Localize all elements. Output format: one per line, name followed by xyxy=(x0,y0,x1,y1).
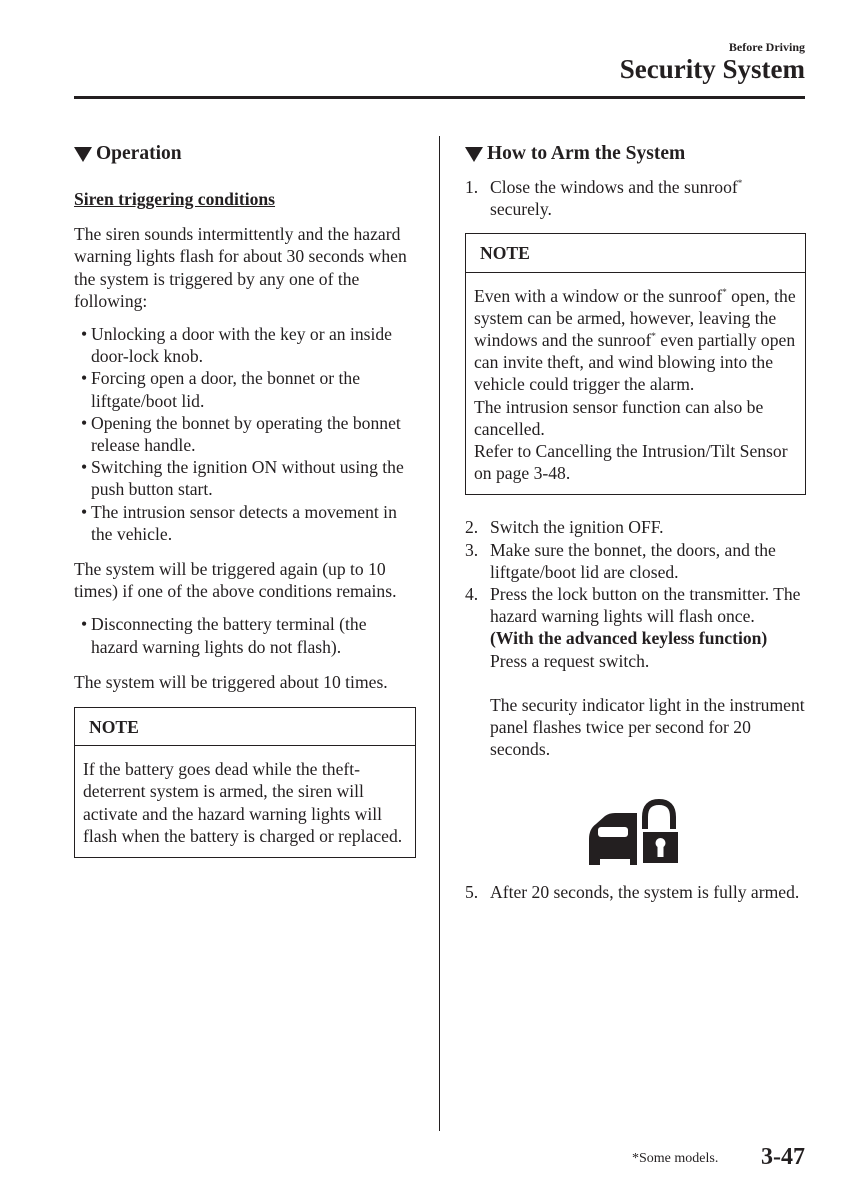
note-box-right xyxy=(465,233,806,495)
list-item: • Unlocking a door with the key or an inside door-lock knob. xyxy=(81,324,392,367)
steps-list-a xyxy=(465,176,806,220)
right-column xyxy=(465,140,806,903)
step-2 xyxy=(465,516,806,538)
step-text: Press a request switch. xyxy=(490,650,650,671)
about-10-text: The system will be triggered about 10 times. xyxy=(74,671,388,692)
column-divider xyxy=(439,136,440,1131)
note-body xyxy=(466,273,805,495)
operation-heading-text: Operation xyxy=(96,142,182,164)
note-box-left xyxy=(74,707,416,858)
note-paragraph: Even with a window or the sunroof* open, the system can be armed, however, leaving the windows and the sunroof* even partially open can invite theft, and wind blowing into the vehicle could trigger the alarm. xyxy=(474,285,796,395)
step-text: Close the windows and the sunroof xyxy=(490,177,738,197)
bullet-dot-icon: • xyxy=(81,412,88,433)
note-paragraph: The intrusion sensor function can also be cancelled. xyxy=(474,396,764,439)
battery-list xyxy=(74,613,416,657)
section-tag: Before Driving xyxy=(728,40,805,54)
bullet-dot-icon: • xyxy=(81,324,88,345)
footnote: *Some models. xyxy=(632,1151,719,1166)
triangle-bullet-icon xyxy=(465,147,483,162)
step-number: 5. xyxy=(465,881,479,902)
step-text: After 20 seconds, the system is fully armed. xyxy=(490,881,800,902)
triangle-bullet-icon xyxy=(74,147,92,162)
list-item: • Disconnecting the battery terminal (the hazard warning lights do not flash). xyxy=(81,614,367,657)
retrigger-text: The system will be triggered again (up to 10 times) if one of the above conditions remains. xyxy=(74,559,397,602)
steps-list-b xyxy=(465,516,806,760)
footnote-asterisk: * xyxy=(722,286,727,297)
note-cross-reference: Refer to Cancelling the Intrusion/Tilt Sensor on page 3-48. xyxy=(474,441,788,484)
note-body: If the battery goes dead while the theft-deterrent system is armed, the siren will activate and the hazard warning lights will flash when the battery is charged or replaced. xyxy=(83,759,403,846)
arm-heading-text: How to Arm the System xyxy=(487,142,686,164)
step-text: Switch the ignition OFF. xyxy=(490,517,664,538)
list-item: • Forcing open a door, the bonnet or the liftgate/boot lid. xyxy=(81,368,361,411)
step-text: securely. xyxy=(490,199,552,220)
security-indicator-icon xyxy=(587,799,683,869)
step-number: 2. xyxy=(465,517,479,538)
note-label: NOTE xyxy=(75,708,415,746)
bullet-dot-icon: • xyxy=(81,501,88,522)
list-item: • Opening the bonnet by operating the bonnet release handle. xyxy=(81,412,401,456)
arm-heading xyxy=(465,140,806,168)
step-condition: (With the advanced keyless function) xyxy=(490,628,768,649)
page-title: Security System xyxy=(619,54,805,84)
step-number: 1. xyxy=(465,177,479,197)
header-rule xyxy=(74,96,805,99)
note-label: NOTE xyxy=(466,234,805,272)
siren-intro: The siren sounds intermittently and the hazard warning lights flash for about 30 seconds when the system is triggered by any one of the following: xyxy=(74,224,407,311)
list-item: • Switching the ignition ON without using the push button start. xyxy=(81,457,404,500)
bullet-dot-icon: • xyxy=(81,614,88,635)
steps-list-c xyxy=(465,881,806,903)
left-column xyxy=(74,140,416,858)
step-4 xyxy=(465,583,806,761)
step-number: 3. xyxy=(465,539,479,560)
step-5 xyxy=(465,881,806,903)
footnote-asterisk: * xyxy=(651,331,656,342)
step-1 xyxy=(465,176,806,220)
list-item: • The intrusion sensor detects a movement in the vehicle. xyxy=(81,501,397,544)
trigger-list xyxy=(74,323,416,545)
operation-heading xyxy=(74,140,416,168)
bullet-dot-icon: • xyxy=(81,368,88,389)
step-3 xyxy=(465,539,806,583)
siren-subheading: Siren triggering conditions xyxy=(74,189,276,209)
bullet-dot-icon: • xyxy=(81,457,88,478)
step-number: 4. xyxy=(465,584,479,605)
footnote-asterisk: * xyxy=(737,178,743,188)
page-number: 3-47 xyxy=(761,1144,805,1170)
step-text: Press the lock button on the transmitter. The hazard warning lights will flash once. xyxy=(490,584,801,627)
step-text: Make sure the bonnet, the doors, and the liftgate/boot lid are closed. xyxy=(490,539,776,582)
step-text: The security indicator light in the instrument panel flashes twice per second for 20 seconds. xyxy=(490,695,805,760)
